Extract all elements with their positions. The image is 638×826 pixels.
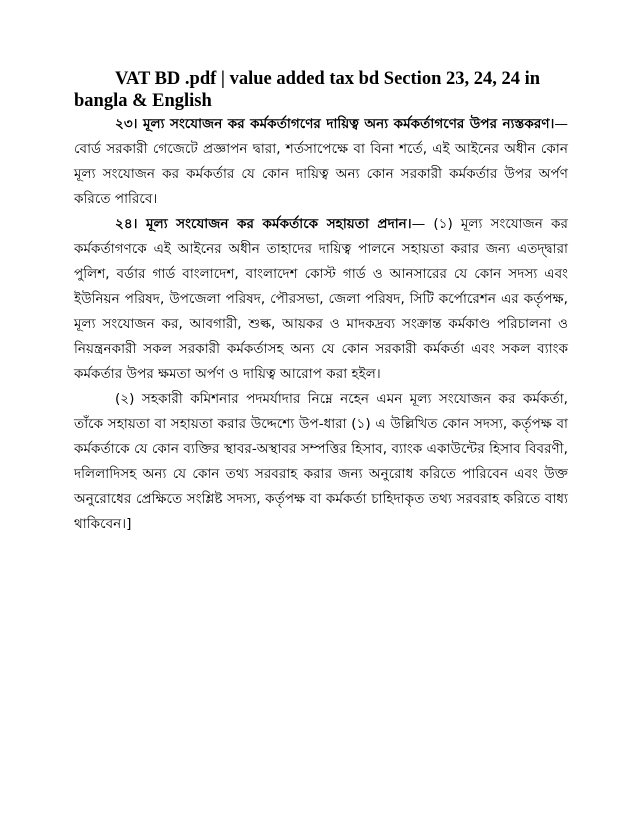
section-23-paragraph: [74, 112, 568, 212]
section-24-heading: ২৪। মূল্য সংযোজন কর কর্মকর্তাকে সহায়তা প্রদান।: [115, 216, 412, 232]
document-title: VAT BD .pdf | value added tax bd Section 23, 24, 24 in bangla & English: [74, 69, 541, 111]
section-23-body: — বোর্ড সরকারী গেজেটে প্রজ্ঞাপন দ্বারা, শর্তসাপেক্ষে বা বিনা শর্তে, এই আইনের অধীন কোন মূল্য সংযোজন কর কর্মকর্তার যে কোন দায়িত্ব অন্য কোন সরকারী কর্মকর্তার উপর অর্পণ করিতে পারিবে।: [74, 116, 568, 207]
section-24-body: — (১) মূল্য সংযোজন কর কর্মকর্তাগণকে এই আইনের অধীন তাহাদের দায়িত্ব পালনে সহায়তা করার জন্য এতদ্দ্বারা পুলিশ, বর্ডার গার্ড বাংলাদেশ, বাংলাদেশ কোস্ট গার্ড ও আনসারের যে কোন সদস্য এবং ইউনিয়ন পরিষদ, উপজেলা পরিষদ, পৌরসভা, জেলা পরিষদ, সিটি কর্পোরেশন এর কর্তৃপক্ষ, মূল্য সংযোজন কর, আবগারী, শুল্ক, আয়কর ও মাদকদ্রব্য সংক্রান্ত কর্মকাণ্ড পরিচালনা ও নিয়ন্ত্রনকারী সকল সরকারী কর্মকর্তাসহ অন্য যে কোন সরকারী কর্মকর্তা এবং সকল ব্যাংক কর্মকর্তার উপর ক্ষমতা অর্পণ ও দায়িত্ব আরোপ করা হইল।: [74, 216, 568, 382]
section-24-subsection-2: (২) সহকারী কমিশনার পদমর্যাদার নিম্নে নহেন এমন মূল্য সংযোজন কর কর্মকর্তা, তাঁকে সহায়তা বা সহায়তা করার উদ্দেশ্যে উপ-ধারা (১) এ উল্লিখিত কোন সদস্য, কর্তৃপক্ষ বা কর্মকর্তাকে যে কোন ব্যক্তির স্থাবর-অস্থাবর সম্পত্তির হিসাব, ব্যাংক একাউন্টের হিসাব বিবরণী, দলিলাদিসহ অন্য যে কোন তথ্য সরবরাহ করার জন্য অনুরোধ করিতে পারিবেন এবং উক্ত অনুরোধের প্রেক্ষিতে সংশ্লিষ্ট সদস্য, কর্তৃপক্ষ বা কর্মকর্তা চাহিদাকৃত তথ্য সরবরাহ করিতে বাধ্য থাকিবেন।]: [74, 391, 568, 532]
document-page: [74, 68, 568, 537]
section-23-heading: ২৩। মূল্য সংযোজন কর কর্মকর্তাগণের দায়িত্ব অন্য কর্মকর্তাগণের উপর ন্যস্তকরণ।: [115, 116, 555, 132]
section-24-paragraph: [74, 212, 568, 387]
